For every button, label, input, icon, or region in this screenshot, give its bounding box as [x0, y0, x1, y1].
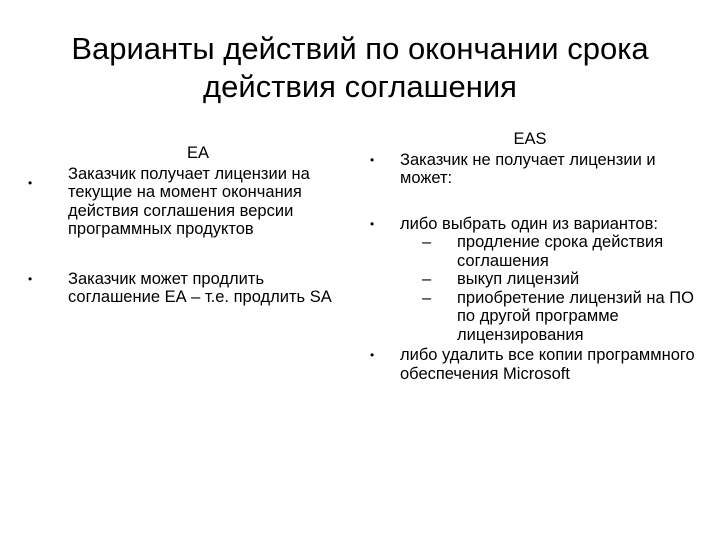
- ea-item-licenses: [28, 165, 348, 239]
- eas-option-extend: [422, 233, 698, 270]
- eas-item-delete-text: либо удалить все копии программного обеспечения Microsoft: [400, 346, 695, 383]
- eas-option-other-program-text: приобретение лицензий на ПО по другой программе лицензирования: [457, 288, 694, 344]
- bullet-icon: •: [370, 152, 375, 167]
- slide-title-line1: Варианты действий по окончании срока: [71, 31, 649, 66]
- eas-option-buyout-text: выкуп лицензий: [457, 270, 580, 288]
- dash-icon: –: [422, 270, 432, 288]
- ea-heading: EA: [186, 144, 209, 162]
- slide-title-line2: действия соглашения: [203, 69, 517, 104]
- slide-title: [20, 30, 700, 106]
- eas-option-other-program: [422, 289, 698, 345]
- eas-column: [368, 130, 698, 383]
- eas-item-no-licenses-text: Заказчик не получает лицензии и может:: [400, 150, 656, 187]
- eas-option-buyout: [422, 270, 698, 289]
- ea-column: [28, 144, 348, 307]
- ea-item-extend-text: Заказчик может продлить соглашение ЕА – т.е. продлить SA: [68, 269, 332, 306]
- ea-item-licenses-text: Заказчик получает лицензии на текущие на момент окончания действия соглашения версии программных продуктов: [68, 164, 310, 238]
- eas-options-list: [400, 233, 698, 344]
- eas-item-no-licenses: [368, 151, 698, 188]
- eas-item-delete: [368, 346, 698, 383]
- bullet-icon: •: [28, 271, 33, 286]
- eas-item-choose: [368, 215, 698, 345]
- eas-heading: EAS: [513, 130, 547, 148]
- bullet-icon: •: [370, 216, 375, 231]
- eas-item-choose-text: либо выбрать один из вариантов:: [400, 214, 658, 233]
- bullet-icon: •: [28, 175, 33, 190]
- dash-icon: –: [422, 288, 432, 307]
- bullet-icon: •: [370, 348, 375, 362]
- dash-icon: –: [422, 233, 432, 251]
- eas-option-extend-text: продление срока действия соглашения: [457, 233, 664, 270]
- ea-item-extend: [28, 270, 348, 307]
